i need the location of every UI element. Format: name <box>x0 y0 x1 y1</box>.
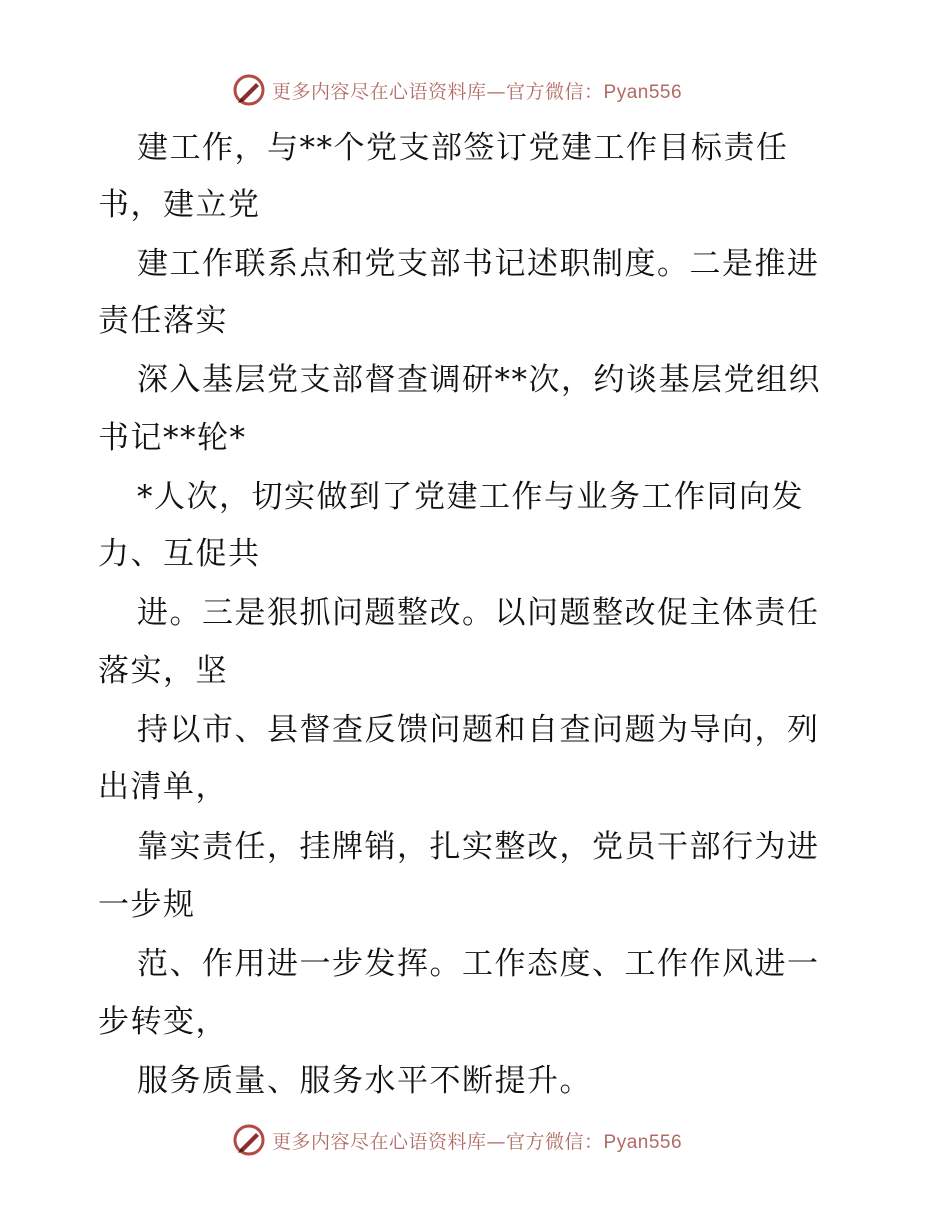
header-watermark <box>232 70 682 110</box>
footer-watermark <box>232 1120 682 1160</box>
watermark-text: 更多内容尽在心语资料库—官方微信：Pyan556 <box>272 80 683 103</box>
watermark-text: 更多内容尽在心语资料库—官方微信：Pyan556 <box>272 1130 683 1153</box>
paragraph-line: 书记**轮* <box>98 420 247 456</box>
pen-logo-icon <box>232 73 266 107</box>
paragraph-line: 步转变， <box>98 1004 228 1040</box>
paragraph-line: 持以市、县督查反馈问题和自查问题为导向，列 <box>137 712 820 748</box>
paragraph-line: 书，建立党 <box>98 187 261 223</box>
paragraph-line: 建工作，与**个党支部签订党建工作目标责任 <box>137 130 789 166</box>
paragraph-line: 建工作联系点和党支部书记述职制度。二是推进 <box>137 246 820 282</box>
pen-logo-icon <box>232 1123 266 1157</box>
paragraph-line: 出清单， <box>98 769 228 805</box>
paragraph-line: 深入基层党支部督查调研**次，约谈基层党组织 <box>137 362 821 398</box>
paragraph-line: 进。三是狠抓问题整改。以问题整改促主体责任 <box>137 595 820 631</box>
paragraph-line: *人次，切实做到了党建工作与业务工作同向发 <box>137 479 804 515</box>
paragraph-line: 力、互促共 <box>98 536 261 572</box>
paragraph-line: 范、作用进一步发挥。工作态度、工作作风进一 <box>137 946 820 982</box>
paragraph-line: 一步规 <box>98 887 196 923</box>
paragraph-line: 责任落实 <box>98 303 228 339</box>
paragraph-line: 服务质量、服务水平不断提升。 <box>137 1063 592 1099</box>
paragraph-line: 落实，坚 <box>98 653 228 689</box>
paragraph-line: 靠实责任，挂牌销，扎实整改，党员干部行为进 <box>137 829 820 865</box>
